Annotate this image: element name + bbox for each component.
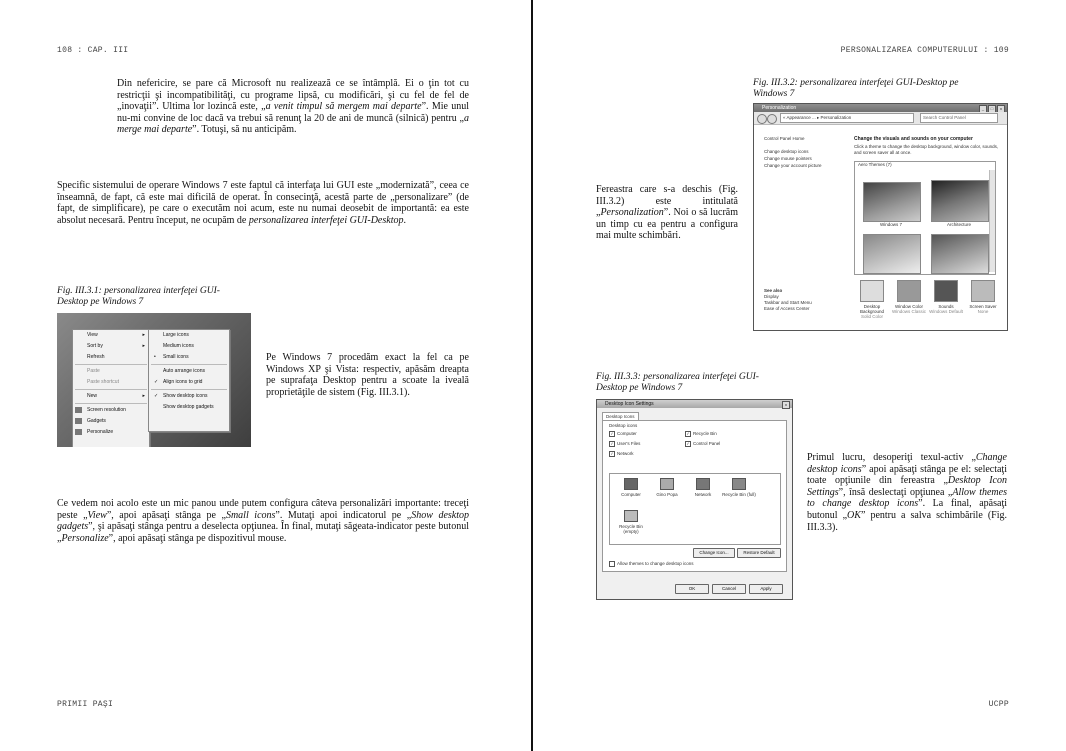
menu-item[interactable] (73, 427, 149, 438)
menu-item-label: Paste shortcut (87, 379, 119, 385)
restore-default-button[interactable]: Restore Default (737, 548, 781, 558)
text-run: ”, apoi apăsaţi stânga pe dispozitivul mouse. (108, 532, 287, 544)
menu-item-label: Small icons (163, 354, 189, 360)
figure-1-side-text: Pe Windows 7 procedăm exact la fel ca pe Windows XP şi Vista: respectiv, apăsăm dreapta pe suprafaţa Desktop pentru a scoate la iveală proprietăţile de sistem (Fig. III.3.1). (266, 352, 469, 398)
checkbox[interactable]: ✓ (610, 441, 614, 446)
menu-separator (75, 389, 147, 390)
group-label: Desktop icons (609, 423, 638, 428)
themes-group: Aero Themes (7) (858, 162, 892, 167)
menu-item[interactable] (73, 341, 149, 352)
menu-item-label: Sort by (87, 343, 103, 349)
icon-list[interactable] (609, 473, 781, 545)
scrollbar[interactable] (989, 170, 995, 272)
cancel-button[interactable]: Cancel (712, 584, 746, 594)
checkbox-label: Control Panel (693, 441, 721, 447)
desktop-item-icon (696, 478, 710, 490)
allow-themes-option[interactable] (609, 561, 694, 567)
setting-shortcut[interactable] (965, 280, 1001, 314)
emphasis: OK (847, 509, 861, 521)
menu-item[interactable] (73, 391, 149, 402)
menu-item[interactable] (149, 352, 229, 363)
menu-separator (75, 403, 147, 404)
menu-item[interactable] (149, 330, 229, 341)
text-run: ”. Totuşi, să nu anticipăm. (192, 124, 297, 136)
back-icon[interactable] (757, 114, 767, 124)
text-run: ”. Mutaţi apoi indicatorul pe „ (275, 509, 412, 521)
menu-item-label: New (87, 393, 98, 399)
window-titlebar (754, 104, 1007, 112)
menu-item[interactable] (73, 416, 149, 427)
see-also-link[interactable]: Taskbar and Start Menu (764, 300, 812, 305)
check-icon: ✓ (154, 379, 159, 385)
emphasis: Personalize (61, 532, 109, 544)
figure-caption-3: Fig. III.3.3: personalizarea interfeţei GUI-Desktop pe Windows 7 (596, 372, 759, 393)
desktop-icon-item[interactable] (614, 510, 648, 534)
menu-separator (151, 364, 227, 365)
figure-caption-1: Fig. III.3.1: personalizarea interfeţei GUI-Desktop pe Windows 7 (57, 286, 220, 307)
maximize-button[interactable]: □ (988, 105, 996, 113)
desktop-icon-label: Recycle Bin (full) (722, 492, 756, 497)
text-run: Fereastra care s-a deschis (Fig. III.3.2) este intitulată „ (596, 184, 738, 219)
setting-label: Sounds (938, 304, 954, 309)
theme-architecture[interactable] (931, 180, 989, 222)
desktop-item-icon (732, 478, 746, 490)
see-also-title: See also (764, 288, 783, 293)
menu-item (73, 377, 149, 388)
close-button[interactable]: x (997, 105, 1005, 113)
setting-label: Screen Saver (969, 304, 997, 309)
paragraph-2 (57, 498, 469, 544)
text-run: ”. La final, apăsaţi butonul „ (807, 498, 1008, 521)
menu-item-label: Large icons (163, 332, 189, 338)
setting-label: Window Color (894, 304, 923, 309)
forward-icon[interactable] (767, 114, 777, 124)
text-run: ” pentru a salva schimbările (Fig. III.3.3). (807, 509, 1007, 533)
running-header: PERSONALIZAREA COMPUTERULUI : 109 (840, 46, 1009, 55)
see-also (764, 288, 844, 312)
personalization-heading: Change the visuals and sounds on your computer (854, 136, 973, 142)
submenu-arrow-icon: ▸ (142, 393, 145, 399)
menu-item-icon (75, 418, 82, 424)
checkbox-option[interactable] (609, 431, 637, 437)
desktop-icon-label: Recycle Bin (empty) (619, 524, 643, 534)
see-also-link[interactable]: Display (764, 294, 779, 299)
checkbox-option[interactable] (609, 441, 640, 447)
text-run: ”. Noi o să lucrăm un timp cu ea pentru a configura mai multe schimbări. (596, 207, 738, 242)
desktop-item-icon (660, 478, 674, 490)
menu-item (73, 366, 149, 377)
text-run: ”, însă deslectaţi opţiunea „ (838, 486, 953, 498)
menu-item-label: Show desktop gadgets (163, 404, 214, 410)
menu-item[interactable] (149, 402, 229, 413)
emphasis: a venit timpul să mergem mai departe (265, 101, 422, 113)
emphasis: Small icons (225, 509, 276, 521)
window-title: Personalization (762, 105, 797, 111)
desktop-icon-item[interactable] (650, 478, 684, 497)
text-run: Din nefericire, se pare că Microsoft nu realizează ce se întâmplă. Ei o ţin tot cu restricţii şi incompatibilităţi, cu programe lipsă, cu modificări, şi cu fel de fel de „inovaţii”. Ultima lor lozincă este, „ (117, 78, 469, 113)
intro-paragraph (117, 78, 469, 136)
menu-item-label: View (87, 332, 98, 338)
dialog-titlebar (597, 400, 792, 408)
checkbox-label: Recycle Bin (693, 431, 717, 437)
running-footer: UCPP (988, 700, 1009, 709)
bottom-settings (854, 280, 1004, 326)
submenu-arrow-icon: ▸ (142, 343, 145, 349)
checkbox-label: Network (617, 451, 634, 457)
checkbox[interactable]: ✓ (610, 431, 614, 436)
emphasis: personalizarea interfeţei GUI-Desktop (248, 214, 404, 226)
themes-list (854, 161, 996, 275)
emphasis: a merge mai departe (117, 112, 469, 136)
menu-item-label: Medium icons (163, 343, 194, 349)
checkbox-label: Computer (617, 431, 637, 437)
setting-sublabel: Windows Default (929, 309, 963, 314)
setting-sublabel: Windows Classic (891, 309, 926, 314)
emphasis: Change desktop icons (807, 452, 1007, 475)
checkbox-label: User's Files (617, 441, 641, 447)
menu-item-label: Align icons to grid (163, 379, 203, 385)
figure-caption-2: Fig. III.3.2: personalizarea interfeţei GUI-Desktop pe Windows 7 (753, 78, 959, 99)
theme-windows7[interactable] (863, 182, 921, 222)
emphasis: Allow themes to change desktop icons (807, 486, 1007, 510)
desktop-icon-item[interactable] (614, 478, 648, 497)
address-bar[interactable]: « Appearance ... ▸ Personalization (780, 113, 914, 123)
menu-item[interactable] (73, 330, 149, 341)
submenu-arrow-icon: ▸ (142, 332, 145, 338)
desktop-icon-label: Network (694, 492, 712, 497)
emphasis: Show desktop gadgets (57, 509, 469, 533)
desktop-icon-label: Computer (621, 492, 641, 497)
setting-sublabel: None (977, 309, 989, 314)
menu-item[interactable] (149, 391, 229, 402)
menu-item-label: Refresh (87, 354, 105, 360)
emphasis: Desktop Icon Settings (807, 475, 1007, 498)
view-submenu (148, 329, 230, 432)
right-page (533, 0, 1066, 751)
desktop-icon-label: Gino Popa (656, 492, 678, 497)
paragraph-1 (57, 180, 469, 226)
setting-shortcut[interactable] (891, 280, 927, 314)
checkbox[interactable]: ✓ (686, 441, 690, 446)
theme-label: Windows 7 (879, 222, 902, 227)
allow-themes-label: Allow themes to change desktop icons (617, 561, 694, 567)
setting-icon (934, 280, 958, 302)
text-run: ”. Mie unul nu-mi convine de loc dacă va trebui să renunţ la 20 de ani de muncă (silnică) pentru „ (117, 101, 470, 124)
menu-separator (151, 389, 227, 390)
checkbox-group (609, 431, 779, 465)
apply-button[interactable]: Apply (749, 584, 783, 594)
left-links (764, 136, 844, 170)
desktop-icon-item[interactable] (722, 478, 756, 497)
figure-3-side-text (807, 452, 1007, 533)
tab-panel (602, 420, 787, 572)
text-run: ”, şi apăsaţi stânga pentru a deselecta opţiunea. În final, mutaţi săgeata-indicator peste butonul „ (57, 521, 469, 544)
menu-item[interactable] (149, 341, 229, 352)
checkbox-option[interactable] (685, 431, 717, 437)
setting-label: Desktop Background (859, 304, 885, 314)
desktop-screenshot (57, 313, 251, 447)
text-run: ”, apoi apăsaţi stânga pe „ (106, 509, 226, 521)
setting-icon (897, 280, 921, 302)
desktop-item-icon (624, 510, 638, 522)
setting-icon (860, 280, 884, 302)
checkbox[interactable]: ✓ (686, 431, 690, 436)
menu-item-label: Show desktop icons (163, 393, 208, 399)
theme-thumb[interactable] (863, 234, 921, 274)
text-run: Specific sistemului de operare Windows 7 este faptul că interfaţa lui GUI este „modernizată”, ceea ce înseamnă, de fapt, că este mai dificilă de operat. În consecinţă, acestă parte de „personalizare” (de fapt, de simplificare), pe care o executăm noi acum, este nu numai deosebit de importantă: ea este absolut necesară. Pentru început, ne ocupăm de (57, 180, 469, 226)
theme-thumb[interactable] (931, 234, 989, 274)
text-run: . (403, 214, 406, 226)
menu-item-label: Personalize (87, 429, 114, 435)
setting-shortcut[interactable] (928, 280, 964, 314)
checkbox-option[interactable] (609, 451, 634, 457)
desktop-item-icon (624, 478, 638, 490)
menu-item-label: Screen resolution (87, 407, 126, 413)
setting-sublabel: Solid Color (860, 314, 883, 319)
dialog-title: Desktop Icon Settings (605, 401, 654, 407)
running-header: 108 : CAP. III (57, 46, 129, 55)
check-icon: • (154, 354, 156, 360)
personalization-subtext: Click a theme to change the desktop background, window color, sounds, and screen saver all at once. (854, 144, 999, 155)
desktop-icon-item[interactable] (686, 478, 720, 497)
minimize-button[interactable]: _ (979, 105, 987, 113)
checkbox-option[interactable] (685, 441, 720, 447)
change-icon-button[interactable]: Change Icon... (693, 548, 735, 558)
menu-item[interactable] (149, 377, 229, 388)
control-panel-link[interactable]: Change your account picture (764, 163, 822, 168)
desktop-icon-settings-dialog (596, 399, 793, 600)
setting-shortcut[interactable] (854, 280, 890, 319)
menu-item[interactable] (73, 405, 149, 416)
running-footer: PRIMII PAŞI (57, 700, 114, 709)
menu-item-icon (75, 407, 82, 413)
address-toolbar (754, 112, 1007, 125)
personalization-window (753, 103, 1008, 331)
ok-button[interactable]: OK (675, 584, 709, 594)
menu-item[interactable] (73, 352, 149, 363)
setting-icon (971, 280, 995, 302)
menu-item-label: Paste (87, 368, 100, 374)
search-input[interactable]: Search Control Panel (920, 113, 998, 123)
context-menu (72, 329, 150, 447)
control-panel-link[interactable]: Control Panel Home (764, 136, 805, 141)
emphasis: Personalization (600, 207, 664, 219)
menu-item-label: Gadgets (87, 418, 106, 424)
menu-separator (75, 364, 147, 365)
emphasis: View (87, 509, 107, 521)
menu-item-icon (75, 429, 82, 435)
text-run: ” apoi apăsaţi stânga pe el: selectaţi toate opţiunile din fereastra „ (807, 463, 1007, 487)
see-also-link[interactable]: Ease of Access Center (764, 306, 810, 311)
close-button[interactable]: x (782, 401, 790, 409)
control-panel-link[interactable]: Change mouse pointers (764, 156, 812, 161)
check-icon: ✓ (154, 393, 159, 399)
text-run: Primul lucru, desoperiţi texul-activ „ (807, 452, 976, 463)
menu-item[interactable] (149, 366, 229, 377)
allow-themes-checkbox[interactable] (609, 561, 615, 567)
figure-2-side-text (596, 184, 738, 242)
control-panel-link[interactable]: Change desktop icons (764, 149, 809, 154)
checkbox[interactable]: ✓ (610, 451, 614, 456)
theme-label: Architecture (946, 222, 971, 227)
text-run: Ce vedem noi acolo este un mic panou unde putem configura câteva personalizări importante: treceţi peste „ (57, 498, 469, 521)
menu-item-label: Auto arrange icons (163, 368, 205, 374)
left-page (0, 0, 531, 751)
tab-desktop-icons[interactable]: Desktop Icons (602, 412, 639, 420)
